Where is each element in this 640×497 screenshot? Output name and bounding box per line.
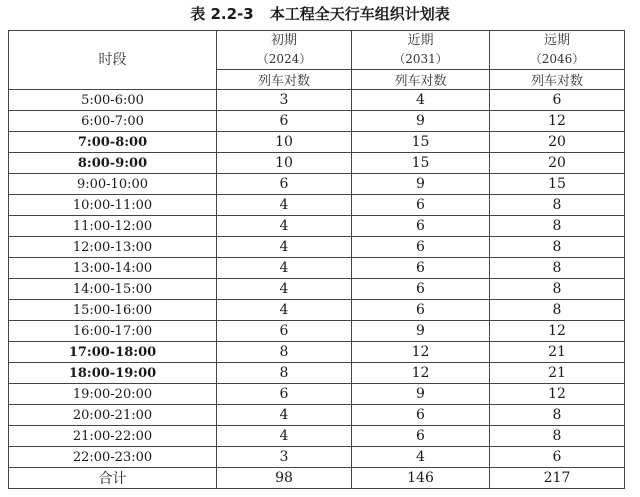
table-row [9,300,625,321]
table-body [9,90,625,489]
table-row [9,426,625,447]
train-pairs-cell: 8 [490,237,625,258]
train-pairs-cell: 6 [217,384,352,405]
time-slot-cell: 21:00-22:00 [9,426,217,447]
time-slot-cell: 9:00-10:00 [9,174,217,195]
table-title [0,4,640,24]
time-slot-cell: 14:00-15:00 [9,279,217,300]
train-pairs-cell: 3 [217,447,352,468]
table-row [9,363,625,384]
train-pairs-cell: 8 [490,279,625,300]
train-pairs-cell: 3 [217,90,352,111]
train-pairs-cell: 8 [490,195,625,216]
train-pairs-cell: 8 [490,258,625,279]
train-pairs-cell: 6 [352,300,490,321]
phase-header-long [490,31,625,70]
time-slot-cell: 6:00-7:00 [9,111,217,132]
time-slot-cell: 10:00-11:00 [9,195,217,216]
time-slot-cell: 17:00-18:00 [9,342,217,363]
train-pairs-cell: 6 [352,216,490,237]
table-row [9,342,625,363]
phase-year: （2046） [529,52,585,66]
train-pairs-cell: 9 [352,321,490,342]
time-slot-cell: 12:00-13:00 [9,237,217,258]
table-row [9,216,625,237]
table-caption: 本工程全天行车组织计划表 [269,5,450,23]
table-row [9,279,625,300]
train-pairs-cell: 6 [352,237,490,258]
total-value-cell: 98 [217,468,352,489]
train-pairs-cell: 15 [352,153,490,174]
train-pairs-cell: 12 [490,384,625,405]
train-pairs-cell: 8 [217,342,352,363]
train-schedule-table [8,30,625,489]
train-pairs-cell: 12 [352,342,490,363]
time-slot-cell: 5:00-6:00 [9,90,217,111]
train-pairs-cell: 4 [217,258,352,279]
period-header: 时段 [9,31,217,90]
train-pairs-cell: 4 [217,426,352,447]
table-row [9,405,625,426]
train-pairs-cell: 4 [217,405,352,426]
table-row [9,90,625,111]
train-pairs-cell: 8 [490,405,625,426]
train-pairs-cell: 15 [490,174,625,195]
train-pairs-cell: 6 [217,174,352,195]
time-slot-cell: 8:00-9:00 [9,153,217,174]
table-row [9,153,625,174]
train-pairs-cell: 9 [352,384,490,405]
train-pairs-cell: 6 [217,111,352,132]
table-row [9,195,625,216]
train-pairs-cell: 6 [352,279,490,300]
train-pairs-cell: 21 [490,342,625,363]
train-pairs-cell: 6 [490,90,625,111]
total-value-cell: 217 [490,468,625,489]
total-row [9,468,625,489]
train-pairs-cell: 10 [217,132,352,153]
train-pairs-cell: 4 [217,237,352,258]
time-slot-cell: 16:00-17:00 [9,321,217,342]
train-pairs-cell: 6 [352,426,490,447]
train-pairs-cell: 8 [217,363,352,384]
time-slot-cell: 7:00-8:00 [9,132,217,153]
time-slot-cell: 15:00-16:00 [9,300,217,321]
table-row [9,237,625,258]
time-slot-cell: 20:00-21:00 [9,405,217,426]
phase-name: 远期 [543,33,570,48]
unit-header: 列车对数 [490,70,625,90]
total-value-cell: 146 [352,468,490,489]
table-row [9,321,625,342]
table-row [9,111,625,132]
train-pairs-cell: 4 [217,279,352,300]
train-pairs-cell: 9 [352,111,490,132]
time-slot-cell: 19:00-20:00 [9,384,217,405]
train-pairs-cell: 12 [352,363,490,384]
phase-year: （2031） [393,52,448,66]
train-pairs-cell: 4 [352,90,490,111]
time-slot-cell: 11:00-12:00 [9,216,217,237]
phase-name: 近期 [407,33,434,48]
train-pairs-cell: 6 [352,195,490,216]
train-pairs-cell: 6 [352,258,490,279]
train-pairs-cell: 4 [352,447,490,468]
train-pairs-cell: 6 [352,405,490,426]
table-number: 表 2.2-3 [190,5,254,23]
table-row [9,258,625,279]
train-pairs-cell: 9 [352,174,490,195]
phase-header-initial [217,31,352,70]
table-row [9,174,625,195]
phase-name: 初期 [270,33,297,48]
phase-year: （2024） [256,52,312,66]
train-pairs-cell: 21 [490,363,625,384]
train-pairs-cell: 6 [217,321,352,342]
train-pairs-cell: 15 [352,132,490,153]
train-pairs-cell: 8 [490,300,625,321]
time-slot-cell: 18:00-19:00 [9,363,217,384]
train-pairs-cell: 12 [490,321,625,342]
train-pairs-cell: 4 [217,195,352,216]
unit-header: 列车对数 [217,70,352,90]
time-slot-cell: 13:00-14:00 [9,258,217,279]
total-label: 合计 [9,468,217,489]
table-row [9,132,625,153]
train-pairs-cell: 8 [490,426,625,447]
table-row [9,447,625,468]
train-pairs-cell: 6 [490,447,625,468]
train-pairs-cell: 4 [217,216,352,237]
train-pairs-cell: 12 [490,111,625,132]
phase-header-near [352,31,490,70]
train-pairs-cell: 8 [490,216,625,237]
unit-header: 列车对数 [352,70,490,90]
table-row [9,384,625,405]
train-pairs-cell: 20 [490,132,625,153]
train-pairs-cell: 10 [217,153,352,174]
train-pairs-cell: 4 [217,300,352,321]
time-slot-cell: 22:00-23:00 [9,447,217,468]
train-pairs-cell: 20 [490,153,625,174]
